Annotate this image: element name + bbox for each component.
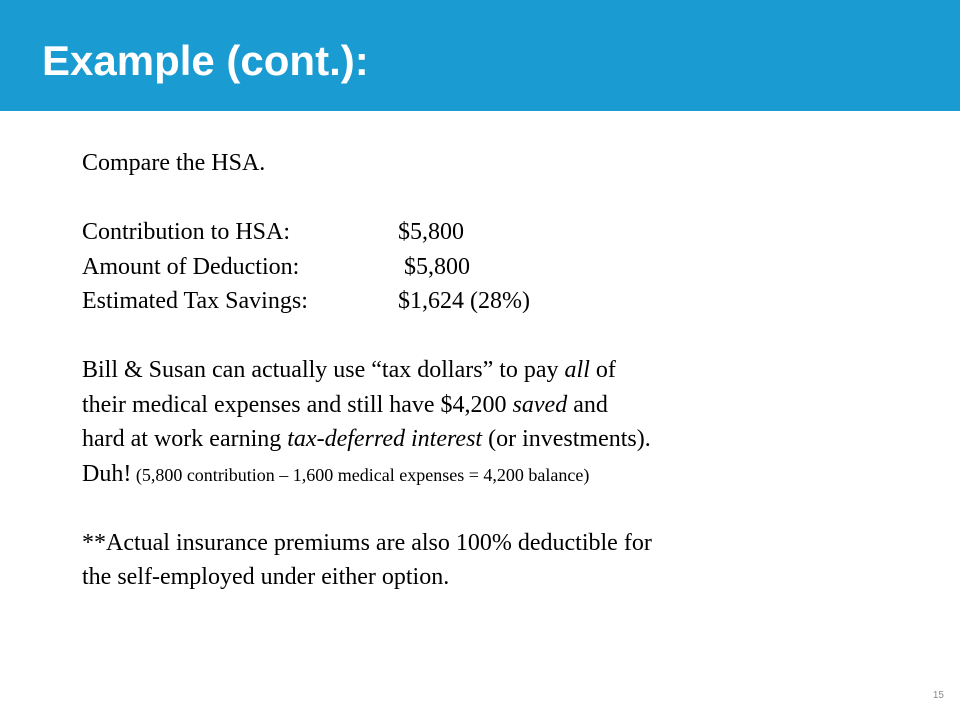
text-run: (or investments). xyxy=(482,426,651,452)
paragraph-line xyxy=(82,388,942,423)
footnote-line: the self-employed under either option. xyxy=(82,564,450,590)
paragraph-line xyxy=(82,457,942,492)
row-contribution xyxy=(82,215,942,250)
text-run: hard at work earning xyxy=(82,426,288,452)
paragraph-line xyxy=(82,353,942,388)
text-run: Duh! xyxy=(82,460,132,487)
text-run: of xyxy=(589,357,616,383)
page-number: 15 xyxy=(932,690,944,701)
row-label: Amount of Deduction: xyxy=(82,253,300,280)
emphasis: all xyxy=(564,357,590,383)
row-label: Estimated Tax Savings: xyxy=(82,288,308,314)
text-run: Bill & Susan can actually use “tax dollars” to pay xyxy=(82,357,565,383)
text-run: their medical expenses and still have $4,200 xyxy=(82,391,513,418)
slide-title: Example (cont.): xyxy=(42,37,369,84)
row-tax-savings xyxy=(82,284,942,319)
row-value: $5,800 xyxy=(404,253,470,280)
emphasis: tax-deferred interest xyxy=(287,426,483,452)
slide-body xyxy=(82,146,942,595)
intro-text: Compare the HSA. xyxy=(82,150,266,176)
title-bar xyxy=(0,0,960,111)
paragraph-line xyxy=(82,422,942,457)
emphasis: saved xyxy=(512,391,568,418)
footnote-line: **Actual insurance premiums are also 100% deductible for xyxy=(82,529,652,556)
row-value: $1,624 (28%) xyxy=(398,288,530,314)
calculation-note: (5,800 contribution – 1,600 medical expenses = 4,200 balance) xyxy=(131,464,590,485)
row-deduction xyxy=(82,250,942,285)
text-run: and xyxy=(567,391,608,418)
row-label: Contribution to HSA: xyxy=(82,219,291,245)
row-value: $5,800 xyxy=(398,219,464,245)
